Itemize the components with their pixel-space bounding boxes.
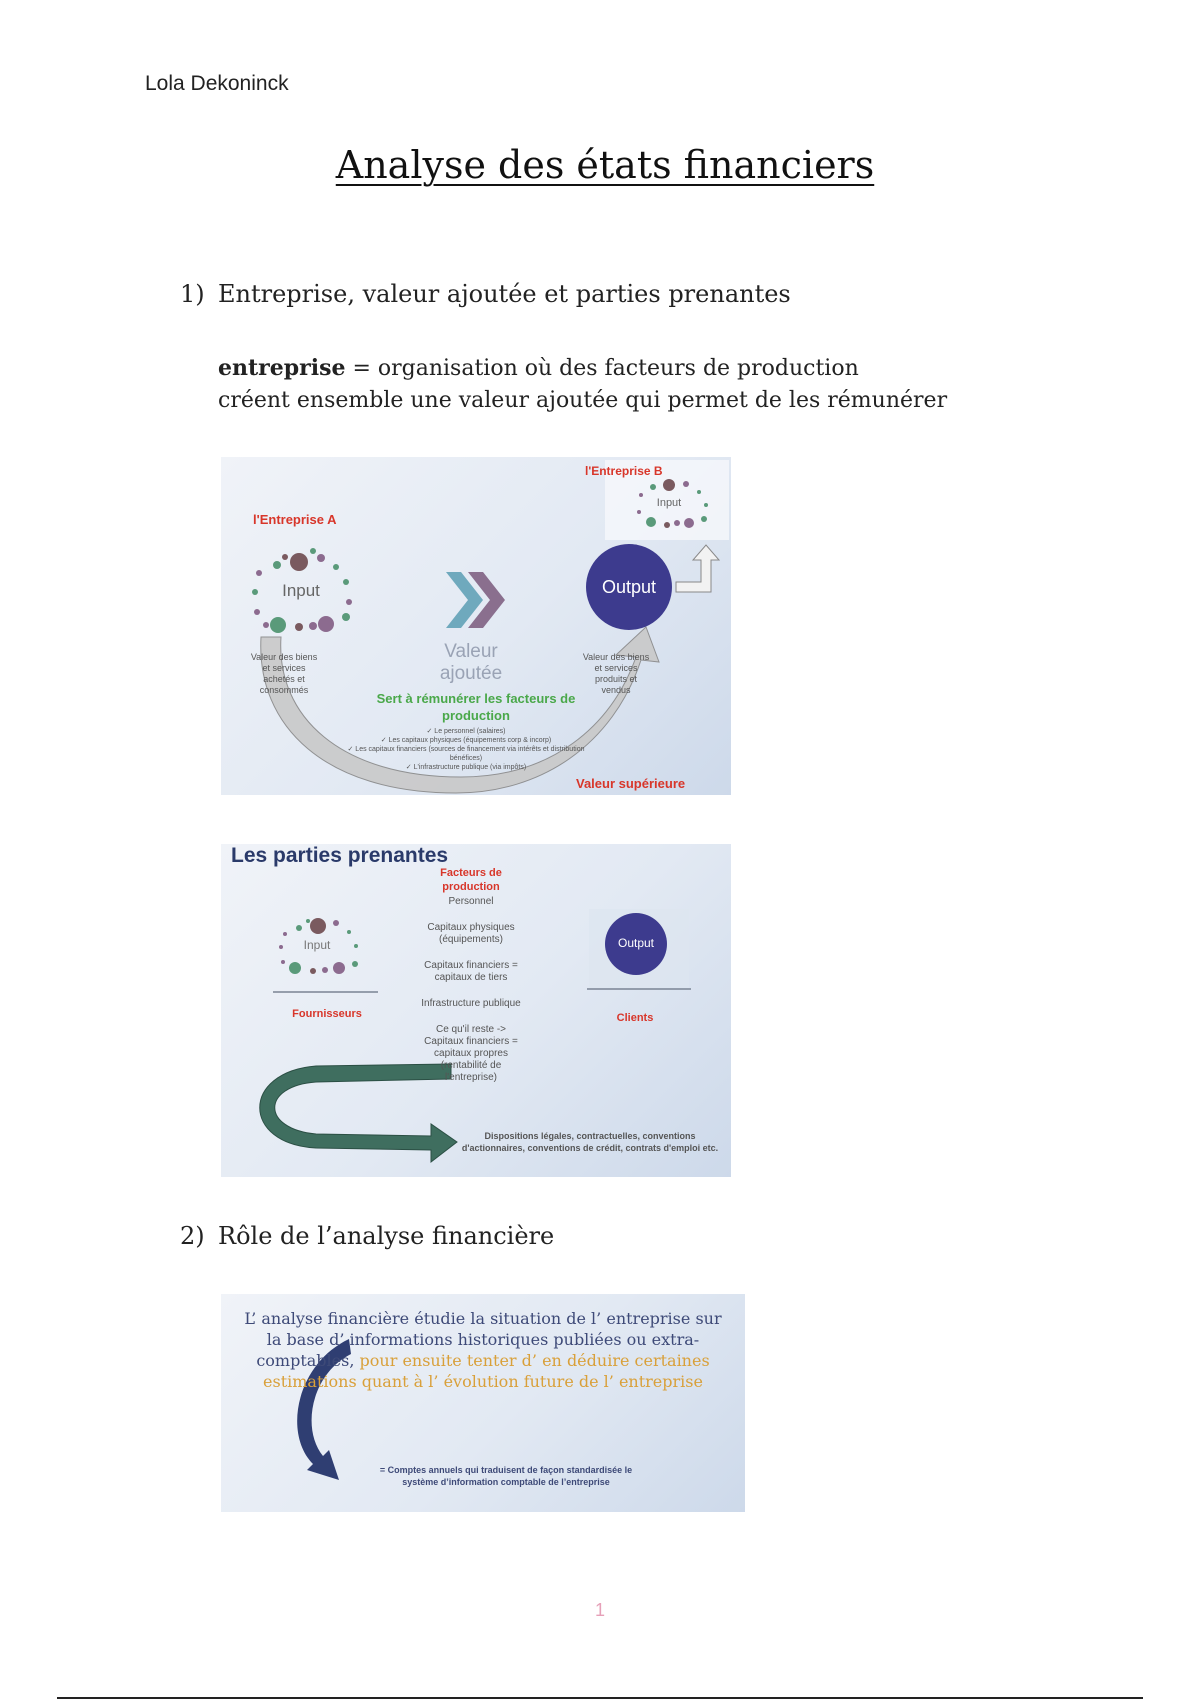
- section-1-heading: [180, 280, 791, 308]
- section-1-number: 1): [180, 280, 205, 308]
- bullet-item: ✓ Le personnel (salaires): [426, 728, 506, 735]
- slide-valeur-ajoutee: [221, 457, 731, 795]
- slide-role-analyse: [221, 1294, 745, 1512]
- input-label-a: Input: [282, 581, 320, 600]
- facteurs-heading: Facteurs de production: [440, 867, 502, 893]
- analysis-text-blue: L’ analyse financière étudie la situation de l’ entreprise sur la base d’ informations historiques publiées ou extra-comptables,: [244, 1309, 722, 1370]
- input-label-supplier: Input: [303, 938, 331, 952]
- right-caption: Valeur des biens et services produits et vendus: [582, 652, 650, 695]
- bullet-item: ✓ Les capitaux physiques (équipements corp & incorp): [380, 737, 552, 744]
- facteurs-list: [421, 896, 521, 1084]
- left-caption: Valeur des biens et services achetés et consommés: [250, 652, 318, 695]
- page-number: 1: [594, 1600, 605, 1620]
- up-arrow-icon: [676, 545, 719, 592]
- valeur-ajoutee-label: Valeur ajoutée: [439, 641, 503, 684]
- output-label-clients: Output: [617, 936, 655, 950]
- page-title: Analyse des états financiers: [335, 143, 875, 187]
- bullet-list: [331, 727, 601, 772]
- bullet-item: ✓ L'infrastructure publique (via impôts): [405, 764, 527, 771]
- facteur-item: Capitaux financiers = capitaux de tiers: [424, 960, 518, 983]
- entreprise-a-label: l'Entreprise A: [253, 512, 337, 527]
- facteur-item: Personnel: [448, 896, 494, 907]
- definition-line-2: créent ensemble une valeur ajoutée qui permet de les rémunérer: [218, 388, 948, 413]
- slide-parties-prenantes: [221, 844, 731, 1177]
- bottom-divider: [57, 1697, 1143, 1699]
- fournisseurs-label: Fournisseurs: [292, 1008, 362, 1020]
- input-label-b: Input: [656, 497, 682, 509]
- section-1-title: Entreprise, valeur ajoutée et parties prenantes: [218, 280, 791, 308]
- clients-label: Clients: [616, 1012, 654, 1024]
- facteur-item: Capitaux physiques (équipements): [427, 922, 515, 945]
- green-remuneration-text: Sert à rémunérer les facteurs de production: [376, 691, 576, 723]
- section-2-number: 2): [180, 1222, 205, 1250]
- valeur-superieure-label: Valeur supérieure: [576, 776, 686, 791]
- facteur-item: Ce qu'il reste -> Capitaux financiers = capitaux propres (rentabilité de l'entreprise): [424, 1024, 518, 1083]
- analysis-definition: [241, 1308, 725, 1392]
- bullet-item: ✓ Les capitaux financiers (sources de financement via intérêts et distribution bénéfices): [347, 746, 585, 762]
- dispositions-text: Dispositions légales, contractuelles, conventions d'actionnaires, conventions de crédit, contrats d'emploi etc.: [461, 1131, 719, 1153]
- slide-2-title: Les parties prenantes: [231, 844, 449, 867]
- facteur-item: Infrastructure publique: [421, 998, 521, 1009]
- comptes-annuels-note: = Comptes annuels qui traduisent de façon standardisée le système d’information comptable de l’entreprise: [379, 1465, 633, 1487]
- definition-term: entreprise: [218, 355, 346, 381]
- section-2-title: Rôle de l’analyse financière: [218, 1222, 555, 1250]
- definition-line-1: = organisation où des facteurs de production: [345, 356, 859, 381]
- output-label: Output: [601, 577, 657, 597]
- author-name: Lola Dekoninck: [145, 72, 289, 95]
- section-2-heading: [180, 1222, 554, 1250]
- definition-paragraph: [218, 352, 947, 417]
- entreprise-b-label: l'Entreprise B: [585, 464, 663, 478]
- analysis-text-orange: pour ensuite tenter d’ en déduire certaines estimations quant à l’ évolution future de l’ entreprise: [263, 1351, 710, 1391]
